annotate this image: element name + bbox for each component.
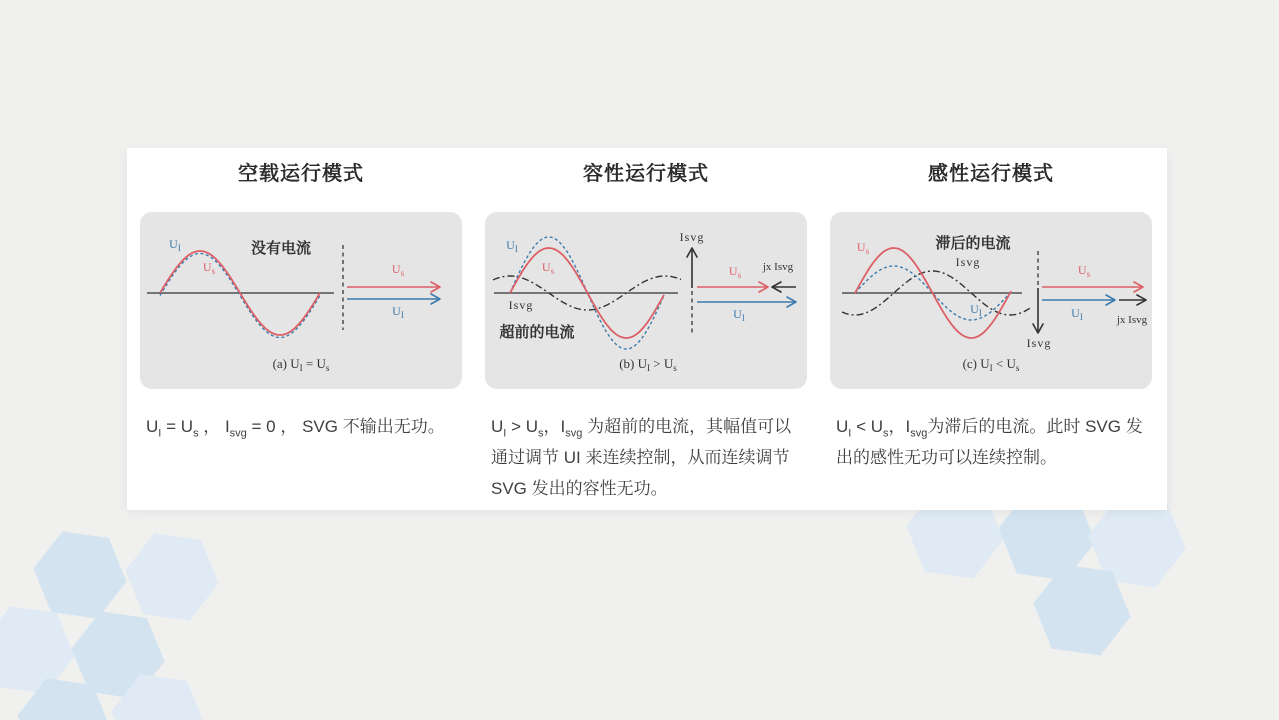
svg-text:UI: $U_I$ [169, 237, 181, 253]
inductive-waveform-phasor-diagram [830, 212, 1152, 389]
panel-description-capacitive: $U_I > U_s$，$I_{svg}$ 为超前的电流，其幅值可以通过调节 UI 来连续控制，从而连续调节 SVG 发出的容性无功。 [491, 417, 792, 498]
svg-text:Isvg: Isvg [1026, 336, 1052, 350]
content-card [127, 148, 1167, 510]
svg-text:(c) UI < Us: (c) $U_I < U_s$ [962, 356, 1020, 373]
panel-description-no-load: $U_I = U_s$ ， $I_{svg} = 0$ ， SVG 不输出无功。 [146, 417, 445, 440]
svg-text:Us: $U_s$ [391, 262, 405, 278]
svg-text:Us: $U_s$ [541, 260, 555, 276]
svg-text:Isvg: Isvg [508, 298, 534, 312]
panel-title-no-load: 空载运行模式 [238, 163, 364, 185]
svg-text:UI: $U_I$ [1071, 306, 1083, 322]
svg-text:Us: $U_s$ [202, 260, 216, 276]
svg-text:UI: $U_I$ [392, 304, 404, 320]
panel-title-inductive: 感性运行模式 [928, 163, 1054, 185]
svg-text:(a) UI = Us: (a) $U_I = U_s$ [272, 356, 330, 373]
svg-text:滞后的电流: 滞后的电流 [935, 235, 1011, 252]
svg-text:Us: $U_s$ [1077, 263, 1091, 279]
svg-text:Us: $U_s$ [728, 264, 742, 280]
svg-text:jx Isvg: jx Isvg [1116, 314, 1148, 326]
svg-text:超前的电流: 超前的电流 [499, 324, 575, 341]
panel-capacitive [485, 148, 807, 510]
capacitive-waveform-phasor-diagram [485, 212, 807, 389]
panel-no-load [140, 148, 462, 510]
svg-text:Isvg: Isvg [955, 255, 981, 269]
svg-text:没有电流: 没有电流 [250, 240, 312, 257]
svg-text:Isvg: Isvg [679, 230, 705, 244]
svg-text:UI: $U_I$ [970, 302, 982, 318]
svg-text:UI: $U_I$ [506, 238, 518, 254]
svg-text:jx Isvg: jx Isvg [762, 261, 794, 273]
svg-text:(b) UI > Us: (b) $U_I > U_s$ [619, 356, 677, 373]
no-load-waveform-phasor-diagram [140, 212, 462, 389]
panel-description-inductive: $U_I < U_s$，$I_{svg}$为滞后的电流。此时 SVG 发出的感性无功可以连续控制。 [836, 417, 1143, 467]
panel-inductive [830, 148, 1152, 510]
panel-title-capacitive: 容性运行模式 [583, 163, 709, 185]
svg-text:UI: $U_I$ [733, 307, 745, 323]
svg-text:Us: $U_s$ [856, 240, 870, 256]
